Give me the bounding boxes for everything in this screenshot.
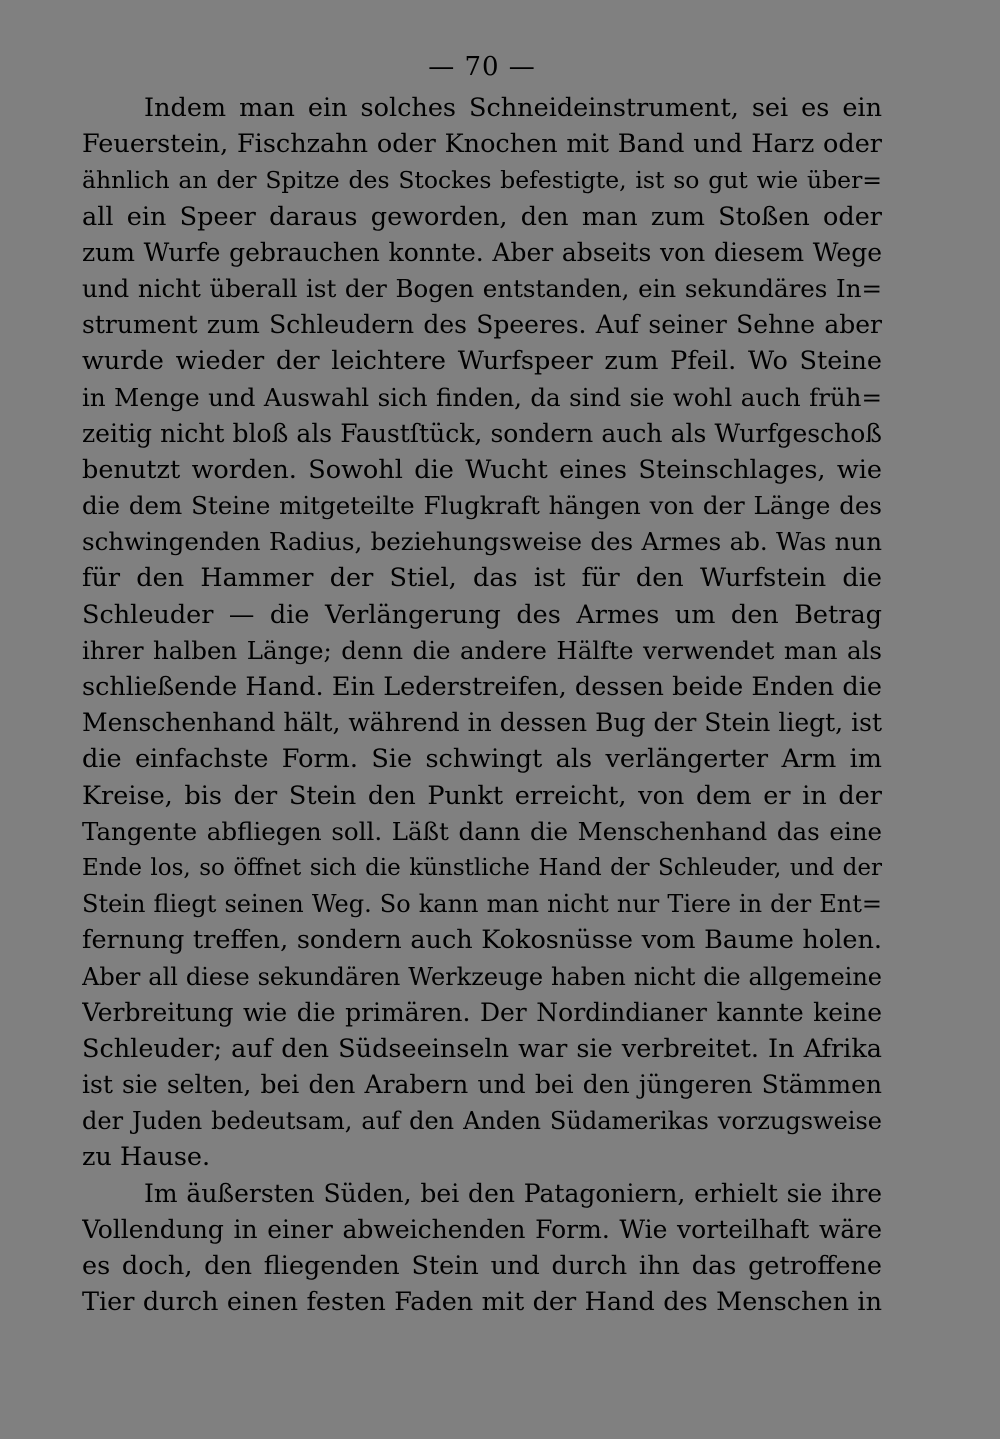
text-line: Vollendung in einer abweichenden Form. Wie vorteilhaft wäre	[82, 1214, 882, 1244]
text-line: zu Hause.	[82, 1142, 211, 1173]
text-line: Kreise, bis der Stein den Punkt erreicht, von dem er in der	[82, 780, 882, 811]
text-line: Aber all diese sekundären Werkzeuge haben nicht die allgemeine	[82, 962, 882, 991]
book-page	[82, 50, 882, 1410]
text-line: schwingenden Radius, beziehungsweise des Armes ab. Was nun	[82, 527, 882, 557]
text-line: die dem Steine mitgeteilte Flugkraft hängen von der Länge des	[82, 491, 882, 521]
text-line: Stein fliegt seinen Weg. So kann man nicht nur Tiere in der Ent=	[82, 890, 882, 919]
text-line: Tangente abfliegen soll. Läßt dann die Menschenhand das eine	[82, 816, 882, 846]
text-line: zeitig nicht bloß als Faustſtück, sondern auch als Wurfgeschoß	[82, 418, 882, 448]
text-line: fernung treffen, sondern auch Kokosnüsse vom Baume holen.	[82, 925, 882, 956]
text-line: ähnlich an der Spitze des Stockes befestigte, ist so gut wie über=	[82, 166, 882, 195]
text-line: wurde wieder der leichtere Wurfspeer zum Pfeil. Wo Steine	[82, 346, 882, 377]
text-line: Verbreitung wie die primären. Der Nordindianer kannte keine	[82, 997, 882, 1027]
text-line: ist sie selten, bei den Arabern und bei den jüngeren Stämmen	[82, 1070, 882, 1100]
text-line: Schleuder — die Verlängerung des Armes um den Betrag	[82, 599, 882, 630]
body-text	[82, 90, 882, 1320]
text-line: Indem man ein solches Schneideinstrument, sei es ein	[144, 93, 882, 123]
text-line: und nicht überall ist der Bogen entstanden, ein sekundäres In=	[82, 273, 882, 303]
text-line: der Juden bedeutsam, auf den Anden Südamerikas vorzugsweise	[82, 1107, 882, 1136]
text-line: zum Wurfe gebrauchen konnte. Aber abseits von diesem Wege	[82, 237, 882, 267]
text-line: für den Hammer der Stiel, das ist für den Wurfstein die	[82, 563, 882, 594]
text-line: all ein Speer daraus geworden, den man zum Stoßen oder	[82, 201, 882, 232]
text-line: Tier durch einen festen Faden mit der Hand des Menschen in	[82, 1287, 882, 1318]
text-line: Schleuder; auf den Südseeinseln war sie verbreitet. In Afrika	[82, 1033, 882, 1064]
text-line: Im äußersten Süden, bei den Patagoniern, erhielt sie ihre	[144, 1178, 882, 1208]
text-line: Ende los, so öffnet sich die künstliche Hand der Schleuder, und der	[82, 854, 882, 881]
text-line: Menschenhand hält, während in dessen Bug der Stein liegt, ist	[82, 708, 882, 738]
text-line: benutzt worden. Sowohl die Wucht eines Steinschlages, wie	[82, 454, 882, 485]
page-number-header: — 70 —	[428, 52, 536, 82]
text-line: strument zum Schleudern des Speeres. Auf seiner Sehne aber	[82, 310, 882, 340]
text-line: in Menge und Auswahl sich finden, da sind sie wohl auch früh=	[82, 382, 882, 412]
text-line: schließende Hand. Ein Lederstreifen, dessen beide Enden die	[82, 672, 882, 702]
text-line: die einfachste Form. Sie schwingt als verlängerter Arm im	[82, 744, 882, 775]
text-line: Feuerstein, Fischzahn oder Knochen mit Band und Harz oder	[82, 129, 882, 160]
text-line: es doch, den fliegenden Stein und durch ihn das getroffene	[82, 1251, 882, 1281]
text-line: ihrer halben Länge; denn die andere Hälfte verwendet man als	[82, 635, 882, 665]
